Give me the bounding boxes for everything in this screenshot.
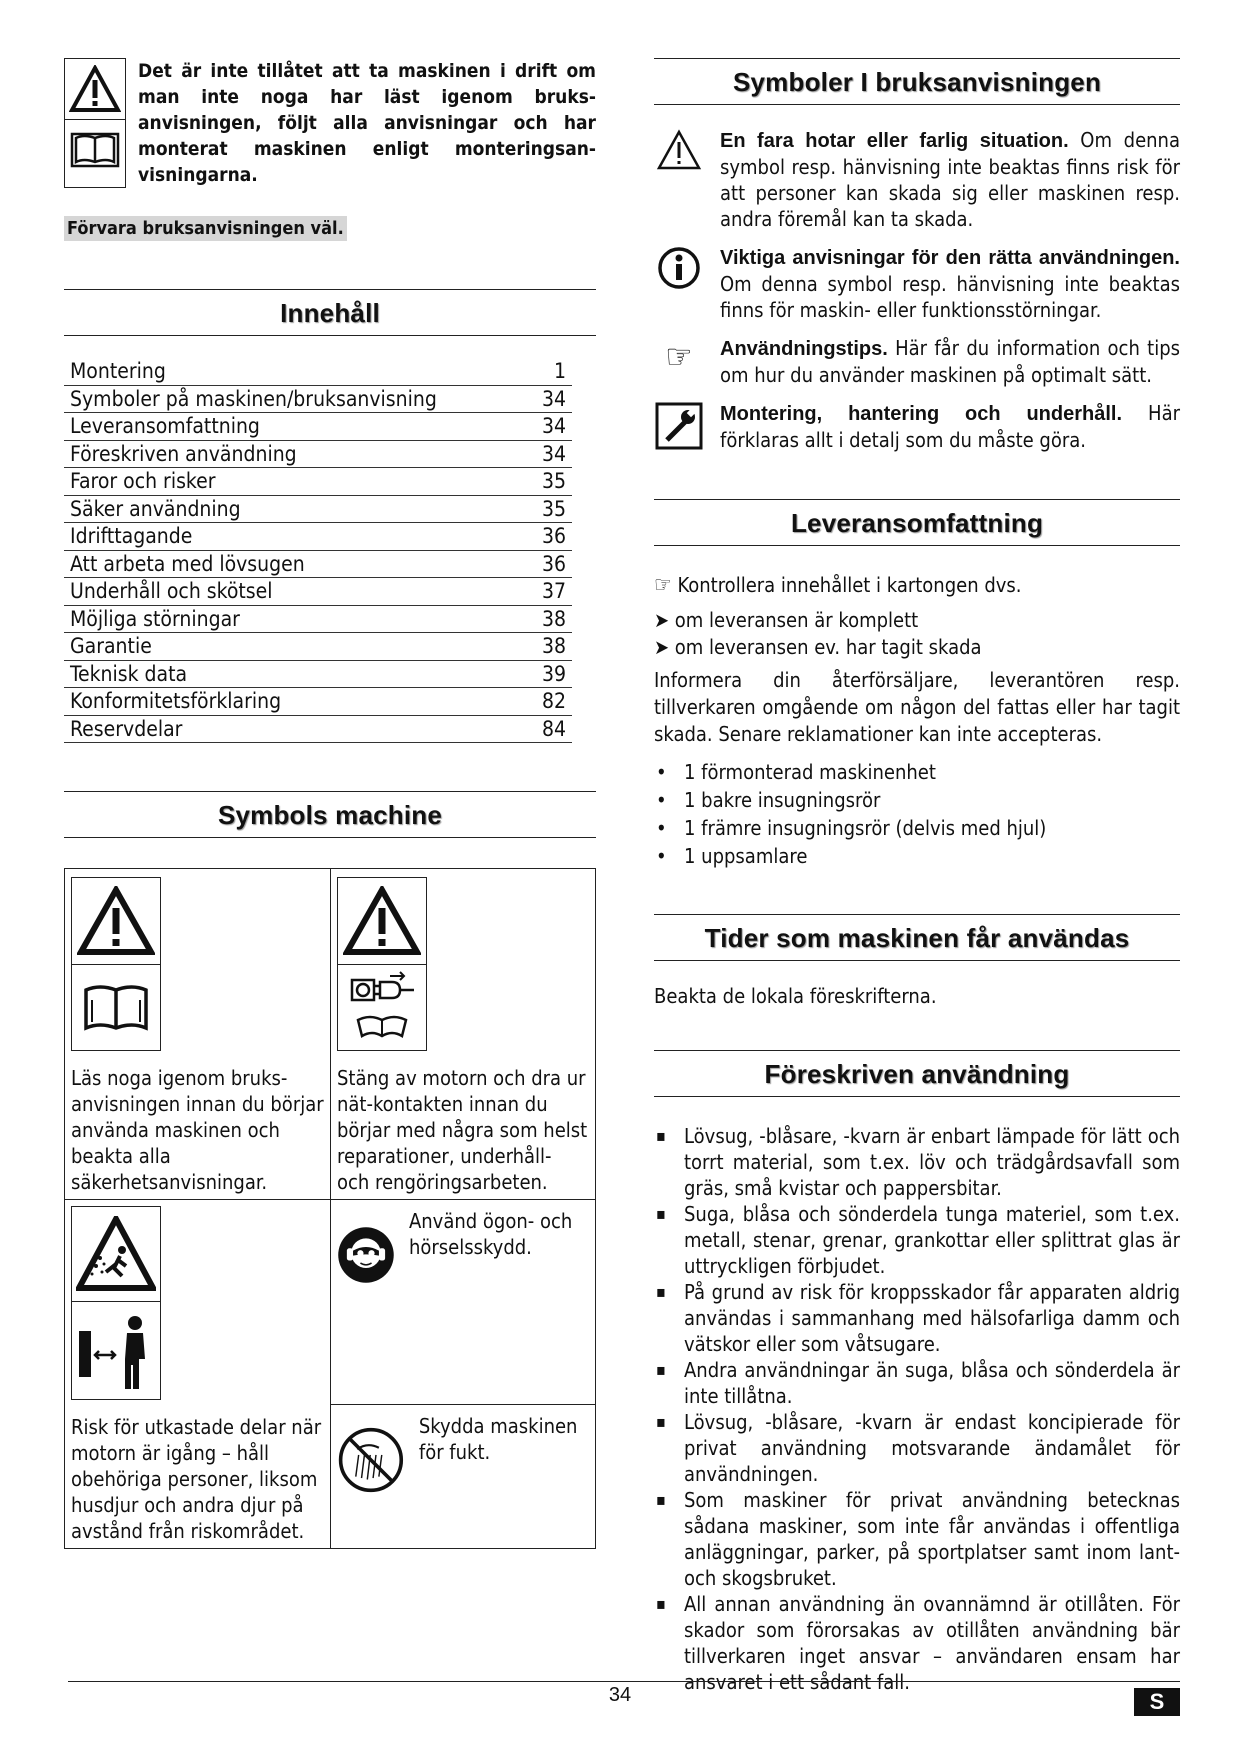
symbol-danger-text: En fara hotar eller farlig situation. Om denna symbol resp. hänvisning inte beaktas finns risk för att personer kan skada sig eller maskinen resp. andra föremål kan ta skada.	[720, 128, 1180, 231]
toc-page: 34	[541, 386, 566, 411]
symbol-info-item	[654, 244, 1180, 323]
toc-label: Säker användning	[70, 496, 241, 521]
book-icon	[72, 964, 160, 1050]
toc-row	[64, 468, 572, 496]
unplug-cell	[330, 869, 595, 1199]
unplug-icon-stack	[337, 877, 427, 1051]
toc-page: 34	[541, 441, 566, 466]
toc-row	[64, 661, 572, 689]
toc-page: 1	[553, 359, 566, 383]
toc-page: 84	[541, 716, 566, 741]
toc-row	[64, 633, 572, 661]
toc-label: Föreskriven användning	[70, 441, 297, 466]
toc-label: Underhåll och skötsel	[70, 579, 273, 603]
toc-label: Idrifttagande	[70, 524, 193, 548]
symbol-danger-item	[654, 127, 1180, 232]
delivery-heading: Leveransomfattning	[654, 499, 1180, 546]
times-text: Beakta de lokala föreskrifterna.	[654, 984, 937, 1008]
delivery-section	[654, 572, 1180, 870]
symbol-tip-text: Användningstips. Här får du information och tips om hur du använder maskinen på optimalt sätt.	[720, 336, 1180, 387]
ejected-parts-text: Risk för utkastade delar när motorn är igång – håll obehöriga personer, liksom husdjur och andra djur på avstånd från riskområdet.	[71, 1415, 322, 1543]
symbol-wrench-text: Montering, hantering och underhåll. Här förklaras allt i detalj som du måste göra.	[720, 401, 1180, 452]
toc-row	[64, 358, 572, 386]
delivery-arrow-item: ➤ om leveransen är komplett	[654, 608, 919, 632]
toc-row	[64, 688, 572, 716]
toc-page: 34	[541, 414, 566, 438]
read-manual-icon-stack	[71, 877, 161, 1051]
symbols-machine-heading: Symbols machine	[64, 791, 596, 838]
toc-row	[64, 551, 572, 579]
toc-label: Montering	[70, 359, 166, 383]
warning-text: Det är inte tillåtet att ta maskinen i drift om man inte noga har läst igenom bruks-anvisningen, följt alla anvisningar och har monterat maskinen enligt monteringsan-visningarna.	[138, 60, 596, 186]
delivery-items	[654, 758, 1180, 870]
moisture-row	[331, 1404, 595, 1528]
delivery-inform: Informera din återförsäljare, leverantören resp. tillverkaren omgående om någon del fattas eller har tagit skada. Senare reklamationer kan inte accepteras.	[654, 668, 1180, 746]
unplug-text: Stäng av motorn och dra ur nät-kontakten innan du börjar med några som helst reparationer, underhåll- och rengöringsarbeten.	[337, 1066, 588, 1194]
list-item: • 1 förmonterad maskinenhet	[654, 758, 1180, 786]
toc-label: Reservdelar	[70, 716, 183, 741]
symbol-wrench-item	[654, 400, 1180, 453]
left-column	[64, 58, 596, 1549]
list-item: ▪ Som maskiner för privat användning betecknas sådana maskiner, som inte får användas i offentliga anläggningar, parker, på sportplatser samt inom lant- och skogsbruket.	[654, 1487, 1180, 1591]
toc-page: 82	[541, 689, 566, 713]
toc-page: 39	[541, 661, 566, 686]
ejected-parts-cell	[65, 1200, 330, 1548]
intended-use-list	[654, 1123, 1180, 1695]
footer-divider	[68, 1681, 1180, 1682]
toc-row	[64, 578, 572, 606]
symbol-info-text: Viktiga anvisningar för den rätta användningen. Om denna symbol resp. hänvisning inte beaktas finns för maskin- eller funktionsstörningar.	[720, 247, 1180, 322]
toc-page: 36	[541, 551, 566, 576]
no-moisture-icon	[337, 1413, 405, 1507]
symbols-manual-list	[654, 127, 1180, 453]
warning-triangle-icon	[338, 878, 426, 964]
list-item: ▪ Andra användningar än suga, blåsa och sönderdela är inte tillåtna.	[654, 1357, 1180, 1409]
toc-label: Möjliga störningar	[70, 606, 240, 631]
toc-label: Konformitetsförklaring	[70, 689, 282, 713]
page-number: 34	[608, 1684, 632, 1706]
times-heading: Tider som maskinen får användas	[654, 914, 1180, 961]
arrow-icon: ➤	[654, 635, 670, 659]
toc-label: Faror och risker	[70, 469, 216, 493]
toc-page: 35	[541, 469, 566, 493]
list-item: ▪ Lövsug, -blåsare, -kvarn är endast koncipierade för privat användning motsvarande ändamålet för användningen.	[654, 1409, 1180, 1487]
toc-page: 36	[541, 524, 566, 548]
toc-row	[64, 716, 572, 744]
ejected-parts-icon-stack	[71, 1206, 161, 1400]
intended-use-heading: Föreskriven användning	[654, 1050, 1180, 1097]
eye-ear-protection-row	[331, 1200, 595, 1404]
arrow-icon: ➤	[654, 608, 670, 632]
moisture-text: Skydda maskinen för fukt.	[418, 1414, 578, 1464]
unplug-manual-icon	[338, 964, 426, 1050]
toc-row	[64, 496, 572, 524]
right-column	[654, 58, 1180, 1695]
symbols-manual-heading: Symboler I bruksanvisningen	[654, 58, 1180, 105]
toc-label: Garantie	[70, 634, 152, 658]
list-item: ▪ Suga, blåsa och sönderdela tunga materiel, som t.ex. metall, stenar, grenar, grankottar eller splittrat glas är uttryckligen förbjudet.	[654, 1201, 1180, 1279]
keep-distance-icon	[72, 1301, 160, 1399]
language-badge: S	[1134, 1688, 1180, 1716]
eye-ear-protection-icon	[337, 1208, 395, 1302]
warning-icon-stack	[64, 58, 126, 188]
warning-block	[64, 58, 596, 188]
list-item: ▪ På grund av risk för kroppsskador får apparaten aldrig användas i sammanhang med hälsofarliga damm och vätskor eller som våtsugare.	[654, 1279, 1180, 1357]
symbols-table-row	[65, 1199, 595, 1548]
pointing-hand-icon: ☞	[654, 573, 672, 598]
delivery-check: ☞ Kontrollera innehållet i kartongen dvs.	[654, 573, 1022, 598]
warning-triangle-icon	[72, 878, 160, 964]
toc-page: 38	[541, 634, 566, 658]
toc-page: 38	[541, 606, 566, 631]
protection-cell	[330, 1200, 595, 1548]
toc-row	[64, 441, 572, 469]
toc-label: Att arbeta med lövsugen	[70, 551, 305, 576]
toc-row	[64, 606, 572, 634]
list-item: • 1 främre insugningsrör (delvis med hjul)	[654, 814, 1180, 842]
toc-label: Teknisk data	[70, 661, 188, 686]
pointing-hand-icon: ☞	[665, 337, 693, 377]
keep-manual-note: Förvara bruksanvisningen väl.	[64, 216, 347, 241]
read-manual-text: Läs noga igenom bruks-anvisningen innan du börjar använda maskinen och beakta alla säkerhetsanvisningar.	[71, 1066, 324, 1194]
wrench-icon	[654, 400, 704, 453]
table-of-contents	[64, 358, 572, 743]
toc-row	[64, 523, 572, 551]
symbol-tip-item	[654, 335, 1180, 388]
toc-heading: Innehåll	[64, 289, 596, 336]
toc-page: 35	[541, 496, 566, 521]
list-item: • 1 uppsamlare	[654, 842, 1180, 870]
warning-triangle-icon	[65, 59, 125, 119]
toc-label: Leveransomfattning	[70, 414, 260, 438]
warning-triangle-icon	[654, 127, 704, 232]
delivery-arrow-item: ➤ om leveransen ev. har tagit skada	[654, 635, 982, 659]
book-icon	[65, 119, 125, 179]
toc-row	[64, 413, 572, 441]
toc-page: 37	[541, 579, 566, 603]
list-item: • 1 bakre insugningsrör	[654, 786, 1180, 814]
toc-label: Symboler på maskinen/bruksanvisning	[70, 386, 437, 411]
symbols-table-row	[65, 869, 595, 1199]
ejected-parts-warning-icon	[72, 1207, 160, 1301]
list-item: ▪ All annan användning än ovannämnd är otillåten. För skador som förorsakas av otillåten användning bär tillverkaren inget ansvar – användaren ensam har ansvaret i ett sådant fall.	[654, 1591, 1180, 1695]
toc-row	[64, 386, 572, 414]
symbols-table	[64, 868, 596, 1549]
eye-ear-protection-text: Använd ögon- och hörselsskydd.	[408, 1209, 573, 1259]
read-manual-cell	[65, 869, 330, 1199]
info-icon	[654, 244, 704, 323]
list-item: ▪ Lövsug, -blåsare, -kvarn är enbart lämpade för lätt och torrt material, som t.ex. löv och trädgårdsavfall som gräs, små kvistar och pappersbitar.	[654, 1123, 1180, 1201]
